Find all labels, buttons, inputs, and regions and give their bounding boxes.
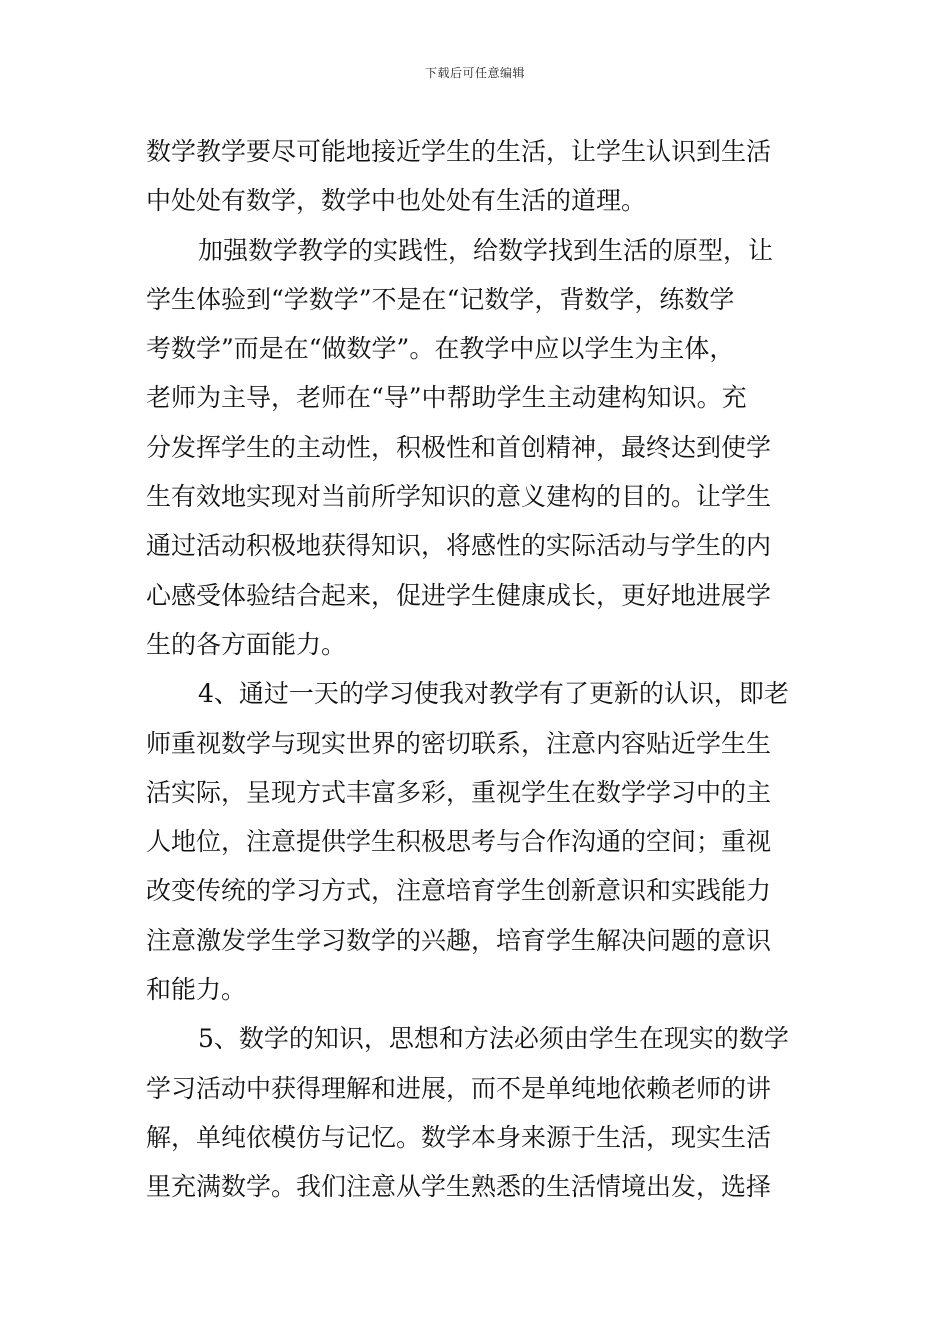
text-line: 人地位，注意提供学生积极思考与合作沟通的空间；重视	[146, 827, 772, 857]
text-line: 师重视数学与现实世界的密切联系，注意内容贴近学生生	[146, 728, 772, 758]
body-text	[146, 127, 814, 1212]
text-line: 4、通过一天的学习使我对教学有了更新的认识，即老	[198, 679, 789, 709]
page-header: 下载后可任意编辑	[424, 66, 525, 80]
text-line: 学生体验到“学数学”不是在“记数学，背数学，练数学	[146, 284, 735, 314]
text-line: 老师为主导，老师在“导”中帮助学生主动建构知识。充	[146, 383, 747, 413]
text-line: 和能力。	[146, 975, 247, 1005]
text-line: 里充满数学。我们注意从学生熟悉的生活情境出发，选择	[146, 1172, 772, 1202]
text-line: 心感受体验结合起来，促进学生健康成长，更好地进展学	[146, 580, 772, 610]
text-line: 数学教学要尽可能地接近学生的生活，让学生认识到生活	[146, 137, 772, 166]
text-line: 中处处有数学，数学中也处处有生活的道理。	[146, 186, 647, 216]
text-line: 生的各方面能力。	[146, 629, 347, 659]
text-line: 活实际，呈现方式丰富多彩，重视学生在数学学习中的主	[146, 777, 772, 807]
text-line: 考数学”而是在“做数学”。在教学中应以学生为主体，	[146, 334, 735, 364]
text-line: 解，单纯依模仿与记忆。数学本身来源于生活，现实生活	[146, 1122, 772, 1152]
text-line: 5、数学的知识，思想和方法必须由学生在现实的数学	[198, 1024, 789, 1054]
text-line: 注意激发学生学习数学的兴趣，培育学生解决问题的意识	[146, 925, 772, 955]
text-line: 通过活动积极地获得知识，将感性的实际活动与学生的内	[146, 531, 772, 561]
text-line: 生有效地实现对当前所学知识的意义建构的目的。让学生	[146, 482, 772, 512]
text-line: 分发挥学生的主动性，积极性和首创精神，最终达到使学	[146, 432, 772, 462]
text-line: 学习活动中获得理解和进展，而不是单纯地依赖老师的讲	[146, 1073, 772, 1103]
text-line: 改变传统的学习方式，注意培育学生创新意识和实践能力	[146, 876, 772, 906]
text-line: 加强数学教学的实践性，给数学找到生活的原型，让	[198, 235, 774, 265]
